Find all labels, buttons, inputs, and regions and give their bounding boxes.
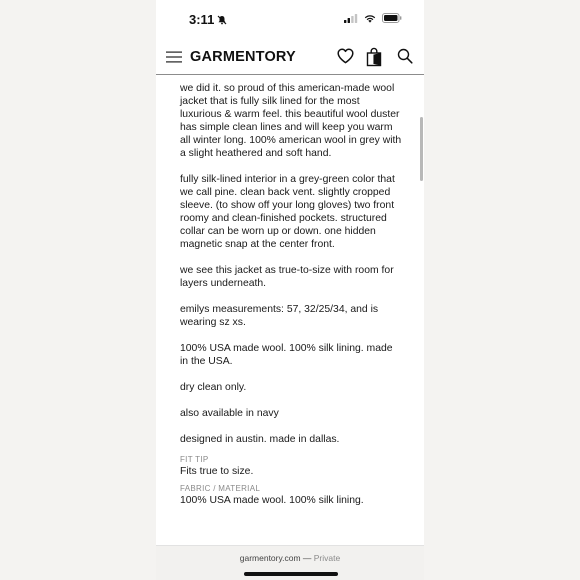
silent-bell-icon	[217, 15, 227, 25]
home-indicator[interactable]	[244, 572, 338, 576]
fit-tip-value: Fits true to size.	[180, 466, 254, 477]
fit-tip-label: FIT TIP	[180, 455, 209, 464]
scrollbar[interactable]	[420, 117, 423, 181]
hamburger-menu-icon[interactable]	[166, 51, 182, 63]
material-value: 100% USA made wool. 100% silk lining.	[180, 495, 364, 506]
heart-icon[interactable]	[337, 48, 354, 64]
site-logo[interactable]: GARMENTORY	[190, 49, 296, 65]
description-paragraph: 100% USA made wool. 100% silk lining. made in the USA.	[180, 343, 393, 367]
description-paragraph: designed in austin. made in dallas.	[180, 434, 340, 445]
wifi-icon	[364, 14, 376, 23]
description-paragraph: dry clean only.	[180, 382, 247, 393]
site-header	[156, 40, 424, 75]
url-separator: —	[300, 553, 314, 563]
search-icon[interactable]	[397, 48, 413, 64]
cellular-signal-icon	[344, 14, 358, 23]
material-label: FABRIC / MATERIAL	[180, 484, 261, 493]
url-domain: garmentory.com	[239, 553, 301, 563]
battery-icon	[382, 13, 402, 23]
description-paragraph: we did it. so proud of this american-made wool jacket that is fully silk lined for the most luxurious & warm feel. this beautiful wool duster has simple clean lines and will keep you warm all winter long. 100% american wool in grey with a slight heathered and soft hand.	[180, 83, 402, 159]
clock-text: 3:11	[189, 12, 215, 27]
description-paragraph: we see this jacket as true-to-size with room for layers underneath.	[180, 265, 394, 289]
status-bar	[156, 0, 424, 40]
private-browsing-label: Private	[313, 553, 341, 563]
phone-screen	[156, 0, 424, 580]
shopping-bag-icon[interactable]	[366, 47, 382, 67]
browser-footer	[156, 545, 424, 580]
status-icons	[344, 13, 402, 23]
product-description	[180, 82, 402, 510]
description-paragraph: fully silk-lined interior in a grey-green color that we call pine. clean back vent. slightly cropped sleeve. (to show off your long gloves) two front roomy and clean-finished pockets. structured collar can be worn up or down. one hidden magnetic snap at the center front.	[180, 174, 395, 250]
description-paragraph: also available in navy	[180, 408, 279, 419]
url-bar[interactable]	[156, 553, 424, 563]
status-time	[189, 12, 227, 27]
description-paragraph: emilys measurements: 57, 32/25/34, and is wearing sz xs.	[180, 304, 379, 328]
